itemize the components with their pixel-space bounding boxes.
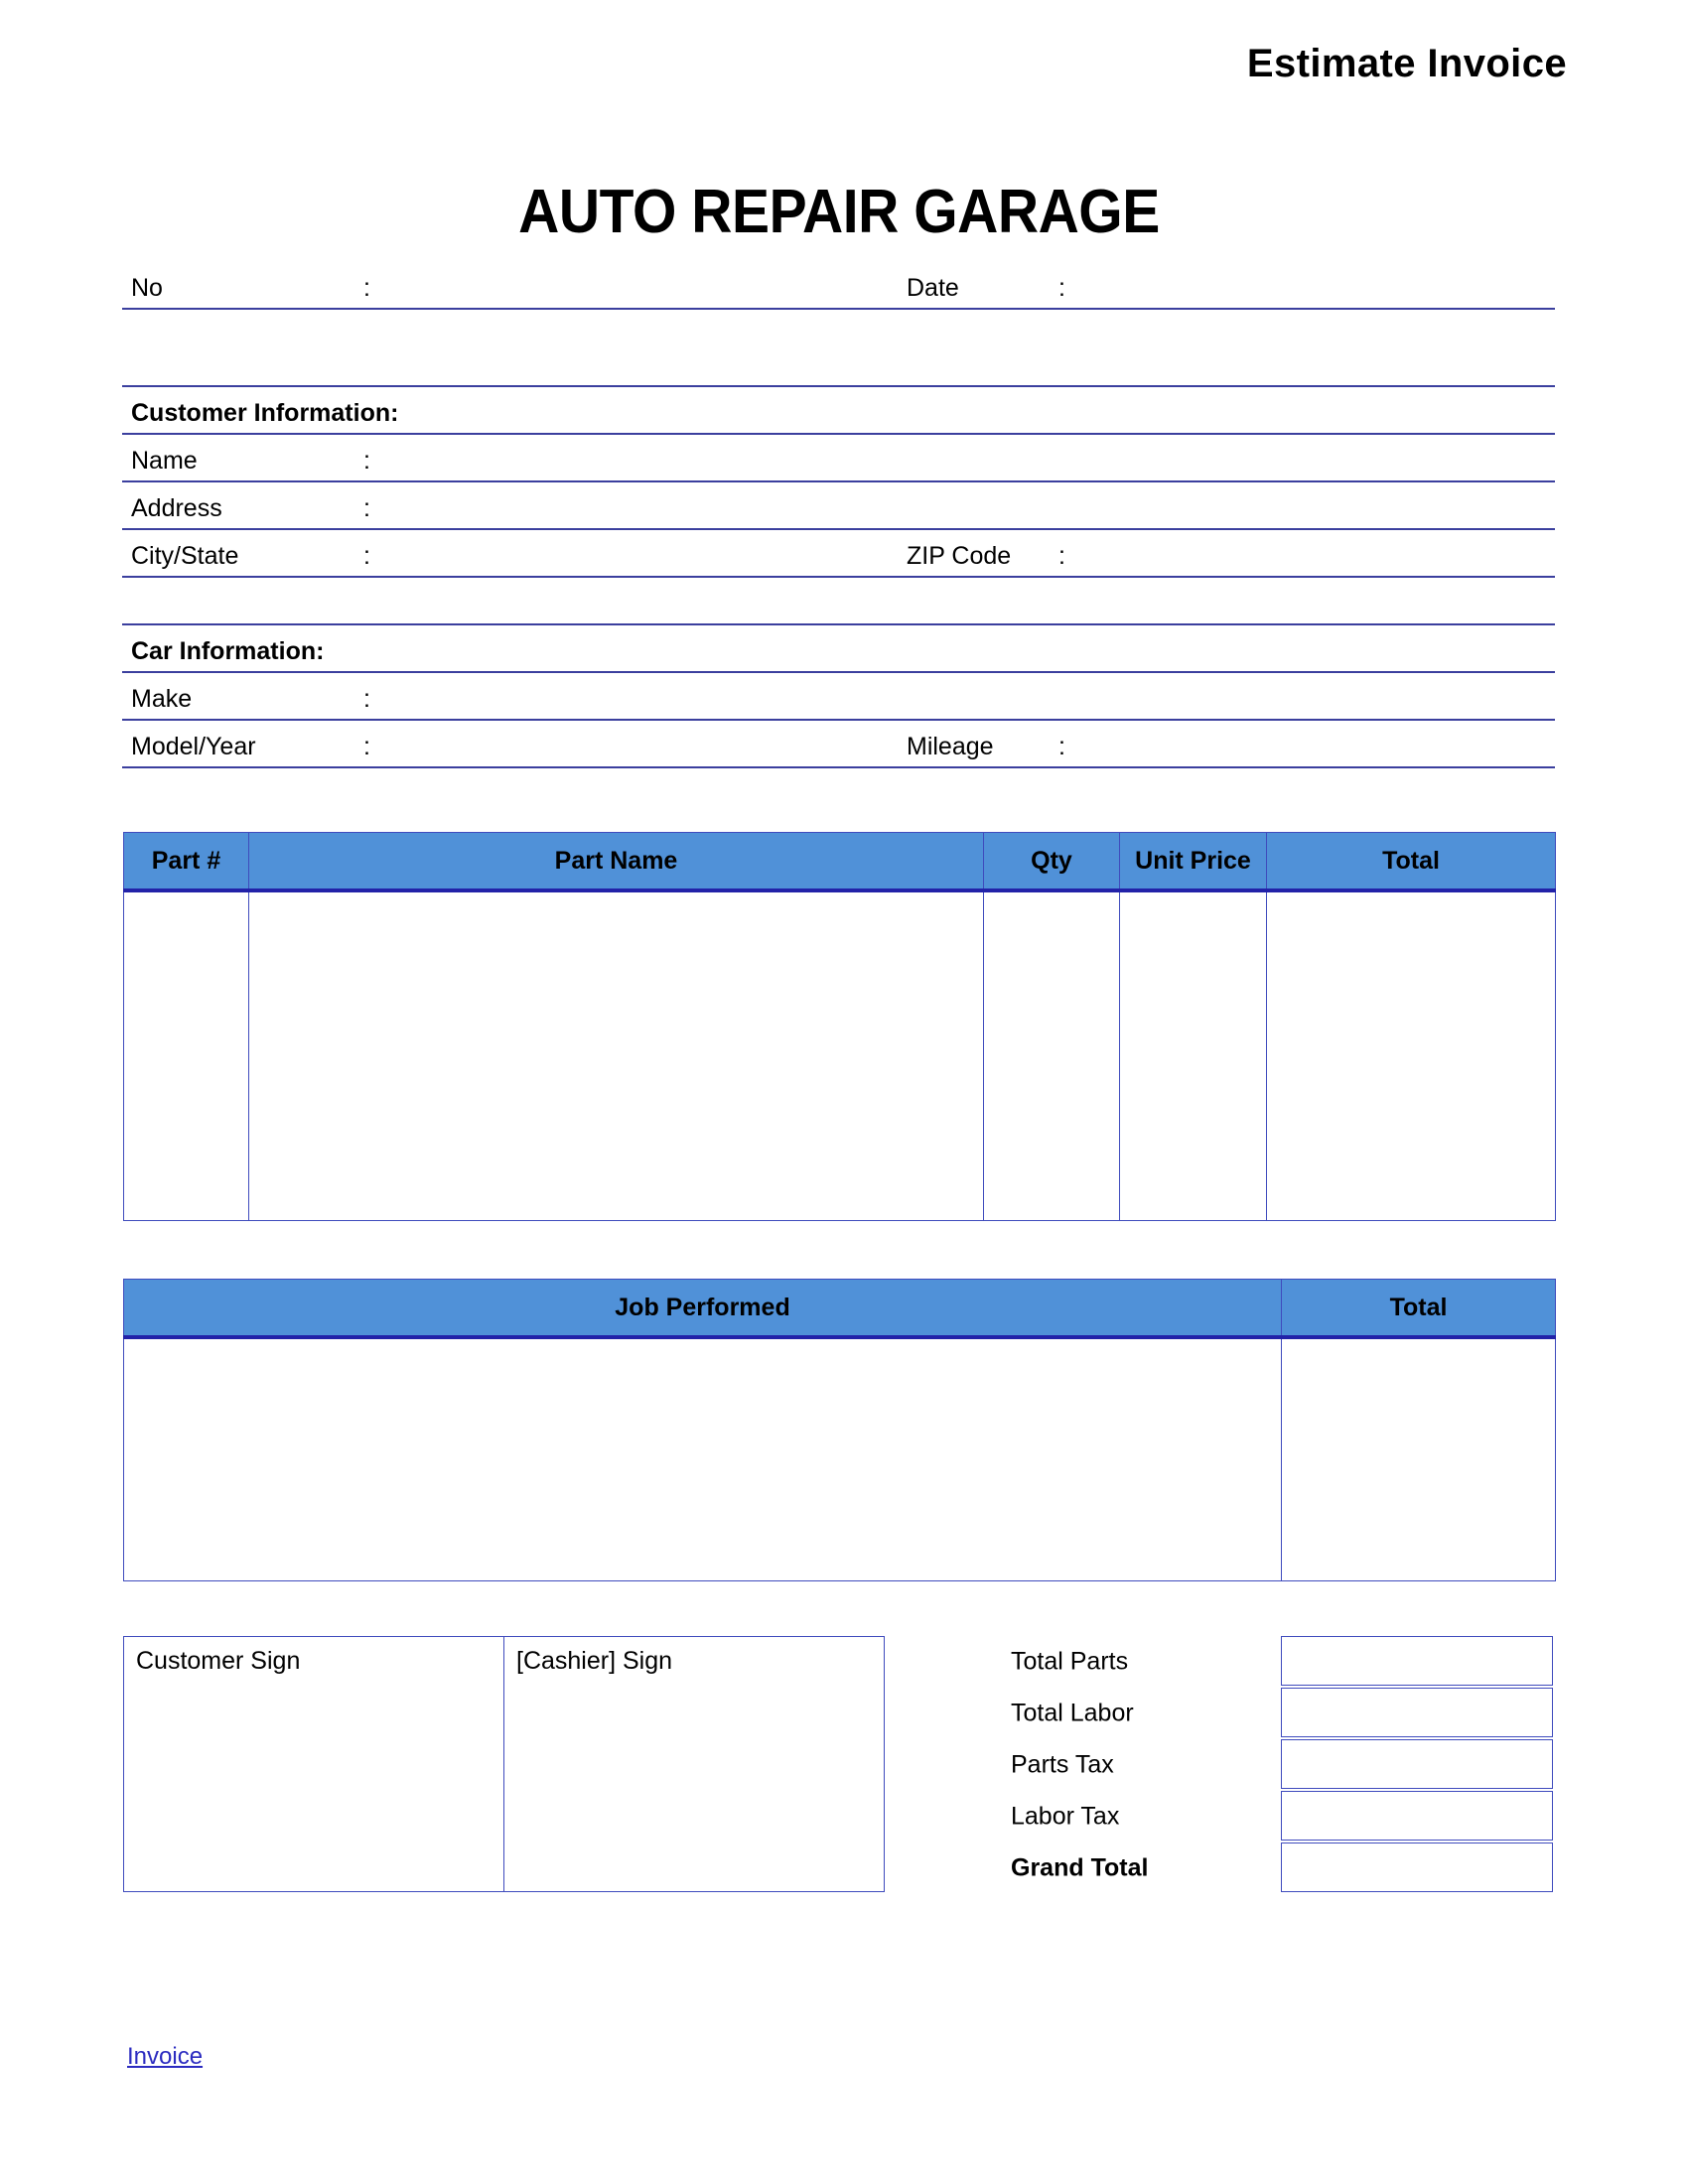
invoice-meta-row — [122, 260, 1555, 310]
cashier-signature-box[interactable] — [504, 1637, 885, 1892]
customer-information-heading-row — [122, 385, 1555, 435]
parts-cell-part-number[interactable] — [124, 890, 249, 1221]
parts-col-part-number: Part # — [124, 833, 249, 891]
job-cell-description[interactable] — [124, 1337, 1282, 1581]
parts-cell-unit-price[interactable] — [1120, 890, 1267, 1221]
customer-signature-label: Customer Sign — [136, 1647, 301, 1675]
totals-row-labor-tax — [1011, 1791, 1555, 1843]
customer-name-colon: : — [363, 447, 370, 475]
car-model-year-row[interactable] — [122, 719, 1555, 768]
car-mileage-label: Mileage — [907, 733, 994, 760]
cashier-signature-label: [Cashier] Sign — [516, 1647, 673, 1675]
totals-row-total-labor — [1011, 1688, 1555, 1739]
car-model-year-label: Model/Year — [131, 733, 256, 760]
totals-row-parts-tax — [1011, 1739, 1555, 1791]
totals-row-total-parts — [1011, 1636, 1555, 1688]
parts-cell-total[interactable] — [1267, 890, 1556, 1221]
job-cell-total[interactable] — [1282, 1337, 1556, 1581]
parts-col-total: Total — [1267, 833, 1556, 891]
customer-address-label: Address — [131, 494, 222, 522]
parts-cell-qty[interactable] — [984, 890, 1120, 1221]
car-mileage-colon: : — [1058, 733, 1065, 760]
invoice-no-label: No — [131, 274, 163, 302]
invoice-no-colon: : — [363, 274, 370, 302]
car-make-colon: : — [363, 685, 370, 713]
total-labor-value[interactable] — [1281, 1688, 1553, 1737]
customer-name-label: Name — [131, 447, 198, 475]
parts-table-header-row — [124, 833, 1556, 891]
car-model-year-colon: : — [363, 733, 370, 760]
totals-summary — [1011, 1636, 1555, 1894]
page-title: AUTO REPAIR GARAGE — [518, 178, 1160, 246]
customer-city-state-row[interactable] — [122, 528, 1555, 578]
car-information-heading: Car Information: — [131, 637, 325, 665]
labor-tax-value[interactable] — [1281, 1791, 1553, 1841]
document-type-label: Estimate Invoice — [1246, 42, 1567, 85]
customer-signature-box[interactable] — [124, 1637, 504, 1892]
parts-col-part-name: Part Name — [249, 833, 984, 891]
customer-city-state-colon: : — [363, 542, 370, 570]
customer-address-colon: : — [363, 494, 370, 522]
parts-tax-value[interactable] — [1281, 1739, 1553, 1789]
job-table-entry-row — [124, 1337, 1556, 1581]
car-information-heading-row — [122, 623, 1555, 673]
parts-col-unit-price: Unit Price — [1120, 833, 1267, 891]
parts-cell-part-name[interactable] — [249, 890, 984, 1221]
customer-city-state-label: City/State — [131, 542, 239, 570]
parts-col-qty: Qty — [984, 833, 1120, 891]
car-make-label: Make — [131, 685, 193, 713]
signature-row — [124, 1637, 885, 1892]
totals-row-grand-total — [1011, 1843, 1555, 1894]
customer-address-row[interactable] — [122, 480, 1555, 530]
customer-section-spacer-rule — [122, 576, 1555, 625]
parts-tax-label: Parts Tax — [1011, 1750, 1114, 1779]
job-table-header-row — [124, 1280, 1556, 1338]
customer-information-heading: Customer Information: — [131, 399, 399, 427]
job-col-total: Total — [1282, 1280, 1556, 1338]
car-make-row[interactable] — [122, 671, 1555, 721]
meta-spacer-rule — [122, 338, 1555, 387]
customer-zip-code-label: ZIP Code — [907, 542, 1012, 570]
parts-table — [123, 832, 1556, 1221]
invoice-date-colon: : — [1058, 274, 1065, 302]
total-labor-label: Total Labor — [1011, 1699, 1134, 1727]
customer-name-row[interactable] — [122, 433, 1555, 482]
parts-table-entry-row — [124, 890, 1556, 1221]
labor-tax-label: Labor Tax — [1011, 1802, 1120, 1831]
invoice-date-label: Date — [907, 274, 959, 302]
customer-zip-code-colon: : — [1058, 542, 1065, 570]
job-performed-table — [123, 1279, 1556, 1581]
total-parts-label: Total Parts — [1011, 1647, 1129, 1676]
job-col-description: Job Performed — [124, 1280, 1282, 1338]
grand-total-value[interactable] — [1281, 1843, 1553, 1892]
total-parts-value[interactable] — [1281, 1636, 1553, 1686]
invoice-footer-link[interactable]: Invoice — [127, 2043, 204, 2070]
signature-block — [123, 1636, 885, 1892]
grand-total-label: Grand Total — [1011, 1853, 1149, 1882]
